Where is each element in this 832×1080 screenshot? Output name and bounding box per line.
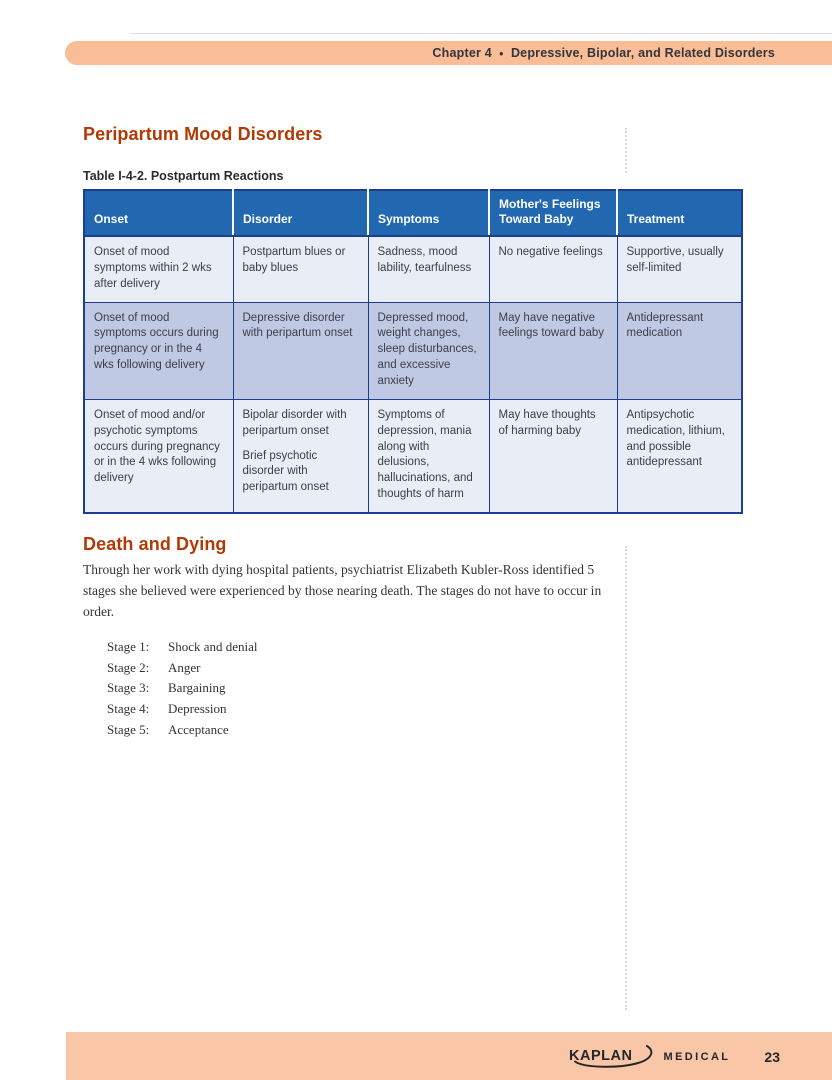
table-caption: Table I-4-2. Postpartum Reactions — [83, 169, 284, 183]
column-header-mothers-feelings: Mother's Feelings Toward Baby — [489, 190, 617, 236]
page-edge-hairline — [130, 33, 832, 34]
chapter-banner-text — [432, 46, 775, 60]
cell-disorder — [233, 302, 368, 399]
stage-item — [107, 699, 623, 720]
stage-item — [107, 658, 623, 679]
stage-label: Stage 5: — [107, 721, 150, 737]
cell-treatment — [617, 302, 742, 399]
cell-text: Supportive, usually self-limited — [626, 246, 724, 274]
column-header-treatment: Treatment — [617, 190, 742, 236]
table-row — [84, 399, 742, 513]
stage-text: Acceptance — [168, 721, 229, 737]
section-death-and-dying — [83, 534, 623, 741]
cell-mothers-feelings — [489, 399, 617, 513]
chapter-banner — [65, 41, 832, 65]
cell-text: Sadness, mood lability, tearfulness — [377, 246, 472, 274]
kaplan-swoosh-icon — [562, 1042, 658, 1072]
death-paragraph: Through her work with dying hospital patients, psychiatrist Elizabeth Kubler-Ross identified 5 stages she believed were experienced by those nearing death. The stages do not have to occur in order. — [83, 562, 602, 619]
page-footer — [66, 1032, 832, 1080]
stage-label: Stage 3: — [107, 680, 150, 696]
cell-text: Onset of mood symptoms within 2 wks after delivery — [94, 246, 212, 290]
postpartum-reactions-table — [83, 189, 743, 514]
section-title-death-and-dying: Death and Dying — [83, 534, 227, 554]
cell-text: Bipolar disorder with peripartum onset — [242, 408, 347, 437]
stage-label: Stage 4: — [107, 701, 150, 717]
table-header-row — [84, 190, 742, 236]
cell-treatment — [617, 236, 742, 302]
section-title-peripartum: Peripartum Mood Disorders — [83, 124, 323, 144]
column-header-onset: Onset — [84, 190, 233, 236]
cell-text: Antidepressant medication — [626, 311, 704, 340]
kaplan-wordmark: KAPLAN — [568, 1048, 632, 1064]
stage-text: Bargaining — [168, 680, 226, 696]
cell-text: Onset of mood symptoms occurs during pregnancy or in the 4 wks following delivery — [94, 311, 219, 372]
stage-item — [107, 637, 623, 658]
cell-text: Depressive disorder with peripartum onset — [242, 311, 353, 340]
stages-list — [107, 637, 623, 741]
stage-item — [107, 720, 623, 741]
cell-mothers-feelings — [489, 236, 617, 302]
cell-text: Symptoms of depression, mania along with delusions, hallucinations, and thoughts of harm — [377, 408, 473, 501]
stage-label: Stage 1: — [107, 638, 150, 654]
cell-symptoms — [368, 302, 489, 399]
cell-treatment — [617, 399, 742, 513]
dotted-margin-rule-bottom — [625, 546, 627, 1010]
stage-item — [107, 678, 623, 699]
stage-text: Anger — [168, 659, 201, 675]
cell-text: Depressed mood, weight changes, sleep disturbances, and excessive anxiety — [377, 311, 477, 388]
dotted-margin-rule-top — [625, 128, 627, 173]
cell-text: No negative feelings — [498, 246, 603, 258]
cell-text: Antipsychotic medication, lithium, and possible antidepressant — [626, 408, 725, 469]
cell-text: May have negative feelings toward baby — [498, 311, 604, 340]
cell-symptoms — [368, 236, 489, 302]
stage-label: Stage 2: — [107, 659, 150, 675]
cell-disorder — [233, 399, 368, 513]
medical-wordmark: MEDICAL — [663, 1051, 731, 1063]
page-number: 23 — [764, 1049, 780, 1065]
cell-mothers-feelings — [489, 302, 617, 399]
table-row — [84, 302, 742, 399]
cell-symptoms — [368, 399, 489, 513]
table-row — [84, 236, 742, 302]
column-header-disorder: Disorder — [233, 190, 368, 236]
cell-onset — [84, 236, 233, 302]
cell-text: Brief psychotic disorder with peripartum onset — [242, 449, 329, 494]
column-header-symptoms: Symptoms — [368, 190, 489, 236]
cell-disorder — [233, 236, 368, 302]
cell-text: Postpartum blues or baby blues — [242, 246, 346, 274]
stage-text: Depression — [168, 701, 227, 717]
chapter-title: Depressive, Bipolar, and Related Disorders — [510, 46, 775, 60]
cell-text: May have thoughts of harming baby — [498, 408, 596, 437]
cell-onset — [84, 399, 233, 513]
chapter-label: Chapter 4 — [432, 46, 492, 60]
cell-onset — [84, 302, 233, 399]
cell-text: Onset of mood and/or psychotic symptoms occurs during pregnancy or in the 4 wks following delivery — [94, 408, 220, 485]
stage-text: Shock and denial — [168, 638, 258, 654]
bullet-separator-icon: ● — [498, 49, 504, 58]
kaplan-logo — [562, 1042, 658, 1072]
